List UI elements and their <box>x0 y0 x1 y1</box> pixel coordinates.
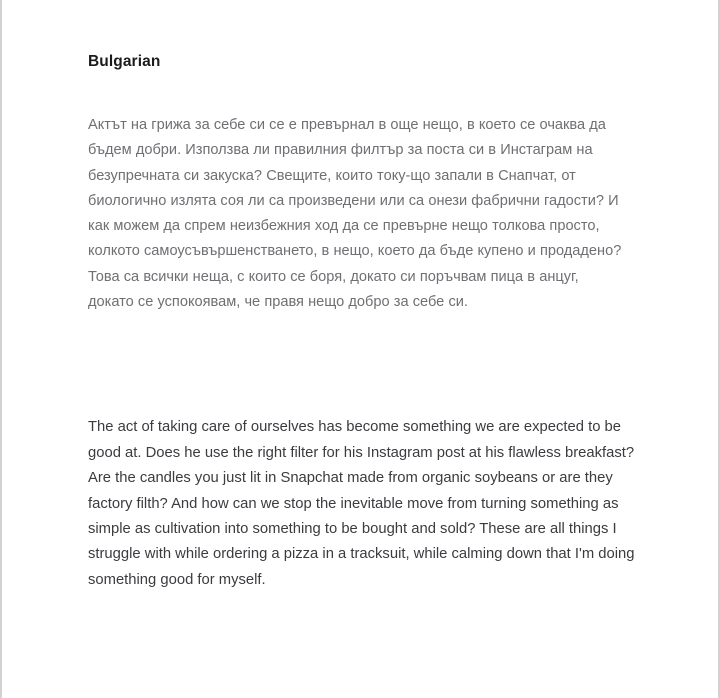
source-language-paragraph: Актът на грижа за себе си се е превърнал в още нещо, в което се очаква да бъдем добри. Използва ли правилния филтър за поста си в Инстаграм на безупречната си закуска? Свещите, които току-що запали в Снапчат, от биологично излята соя ли са произведени или са онези фабрични гадости? И как можем да спрем неизбежния ход да се превърне нещо толкова просто, колкото самоусъвършенстването, в нещо, което да бъде купено и продадено? Това са всички неща, с които се боря, докато си поръчвам пица в анцуг, докато се успокоявам, че правя нещо добро за себе си. <box>88 116 622 310</box>
language-heading: Bulgarian <box>88 53 161 70</box>
target-language-paragraph: The act of taking care of ourselves has become something we are expected to be good at. Does he use the right filter for his Instagram post at his flawless breakfast? Are the candles you just lit in Snapchat made from organic soybeans or are they factory filth? And how can we stop the inevitable move from turning something as simple as cultivation into something to be bought and sold? These are all things I struggle with while ordering a pizza in a tracksuit, while calming down that I'm doing something good for myself. <box>88 419 635 588</box>
document-content <box>88 0 636 593</box>
paragraph-spacer <box>88 315 636 415</box>
